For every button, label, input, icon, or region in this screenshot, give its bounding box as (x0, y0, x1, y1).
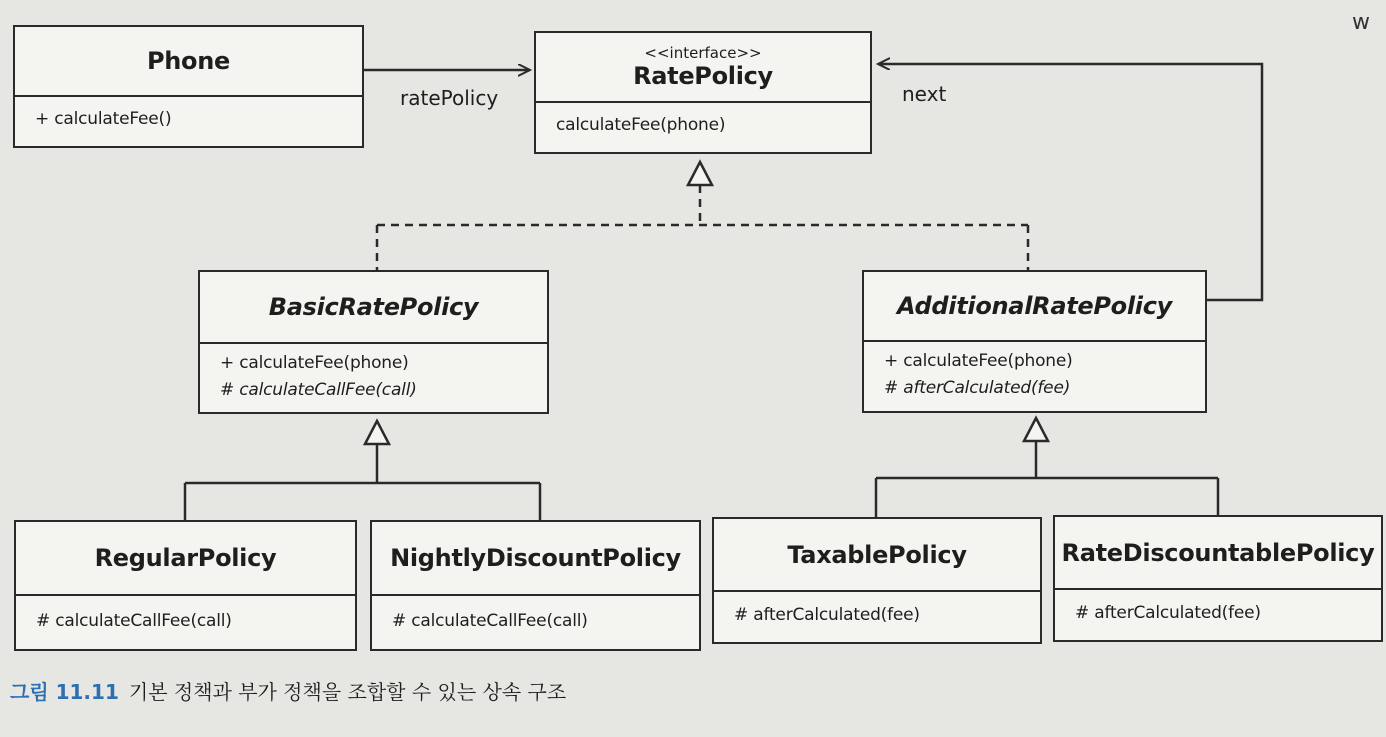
generalization-additional-triangle (1024, 418, 1048, 441)
operation: + calculateFee() (35, 109, 172, 129)
class-taxablepolicy (712, 517, 1042, 644)
class-name: RateDiscountablePolicy (1061, 538, 1375, 567)
operation: # calculateCallFee(call) (220, 380, 417, 400)
operation: calculateFee(phone) (556, 115, 726, 135)
association-label-ratepolicy: ratePolicy (400, 86, 499, 110)
class-ratediscountablepolicy (1053, 515, 1383, 642)
figure-caption-text: 기본 정책과 부가 정책을 조합할 수 있는 상속 구조 (128, 680, 567, 704)
class-operations (714, 592, 1040, 642)
class-header (372, 522, 699, 596)
class-operations (15, 97, 362, 146)
class-operations (372, 596, 699, 649)
class-nightlydiscountpolicy (370, 520, 701, 651)
class-operations (1055, 590, 1381, 640)
class-name: RegularPolicy (94, 544, 277, 572)
class-header (16, 522, 355, 596)
class-header (200, 272, 547, 344)
realization-triangle (688, 162, 712, 185)
class-regularpolicy (14, 520, 357, 651)
class-name: BasicRatePolicy (268, 293, 479, 321)
class-basicratepolicy (198, 270, 549, 414)
figure-number: 그림 11.11 (10, 680, 119, 704)
page-corner-mark: w (1352, 10, 1370, 35)
operation: # afterCalculated(fee) (884, 378, 1071, 398)
class-header (864, 272, 1205, 342)
class-operations (200, 344, 547, 412)
class-operations (536, 103, 870, 152)
class-name: AdditionalRatePolicy (897, 292, 1172, 320)
generalization-additional-lines (876, 441, 1218, 517)
class-name: NightlyDiscountPolicy (390, 544, 681, 572)
class-name: Phone (146, 47, 231, 75)
realization-lines (377, 185, 1028, 270)
class-name: RatePolicy (633, 61, 773, 90)
class-additionalratepolicy (862, 270, 1207, 413)
operation: # afterCalculated(fee) (734, 605, 920, 625)
class-header (714, 519, 1040, 592)
stereotype-label: <<interface>> (644, 43, 762, 62)
operation: # calculateCallFee(call) (36, 611, 232, 631)
class-name: TaxablePolicy (787, 540, 967, 569)
class-header (1055, 517, 1381, 590)
class-ratepolicy (534, 31, 872, 154)
operation: + calculateFee(phone) (220, 353, 409, 373)
operation: # calculateCallFee(call) (392, 611, 588, 631)
class-operations (16, 596, 355, 649)
class-phone (13, 25, 364, 148)
association-label-next: next (902, 82, 947, 106)
generalization-basic-lines (185, 444, 540, 520)
class-header (536, 33, 870, 103)
generalization-basic-triangle (365, 421, 389, 444)
class-header (15, 27, 362, 97)
operation: + calculateFee(phone) (884, 351, 1073, 371)
class-operations (864, 342, 1205, 411)
figure-caption (10, 676, 566, 705)
operation: # afterCalculated(fee) (1075, 603, 1261, 623)
